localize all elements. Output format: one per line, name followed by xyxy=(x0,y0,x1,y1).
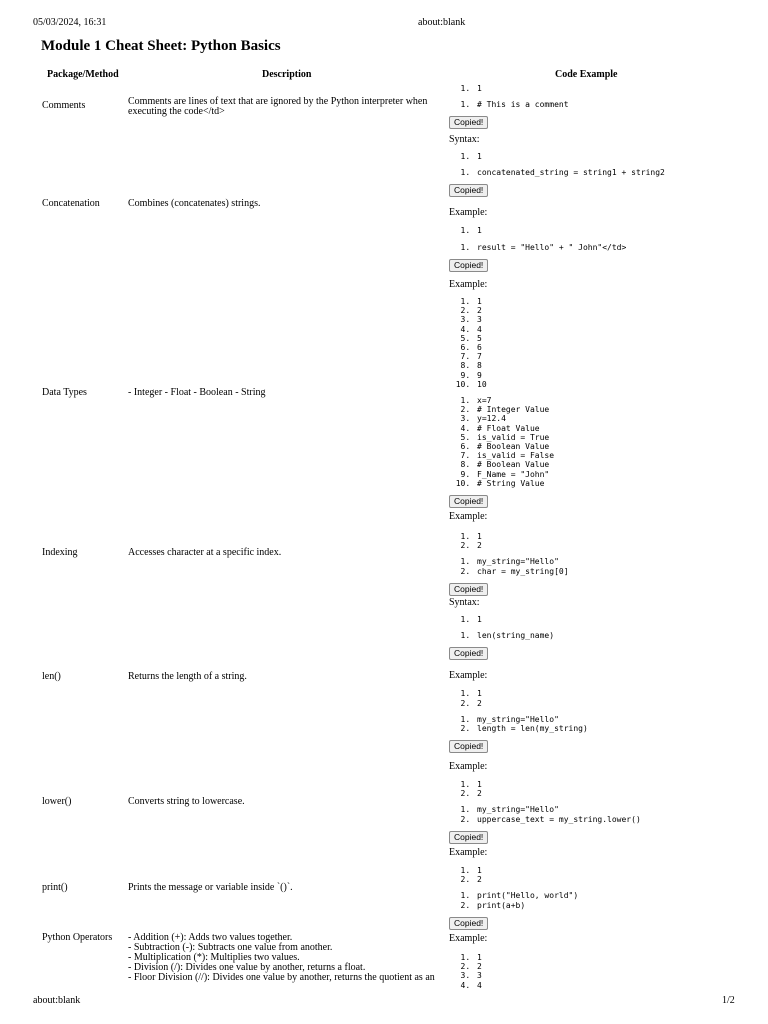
example-label: Example: xyxy=(449,511,488,522)
operator-line: - Floor Division (//): Divides one value by another, returns the quotient as an xyxy=(128,972,435,983)
page-number: 1/2 xyxy=(722,995,735,1006)
column-header-code: Code Example xyxy=(555,69,618,80)
column-header-method: Package/Method xyxy=(47,69,119,80)
page-title: Module 1 Cheat Sheet: Python Basics xyxy=(41,38,281,54)
code-lines: 1. x=7 2. # Integer Value 3. y=12.4 4. # Float Value 5. is_valid = True 6. # Boolean Value 7. is_valid = False 8. # Boolean Value 9. F_Name = "John" 10. # String Value xyxy=(449,396,749,488)
print-header-url: about:blank xyxy=(418,17,466,28)
row-name-data-types: Data Types xyxy=(42,387,87,398)
code-lines: 1. # This is a comment xyxy=(449,100,749,109)
line-numbers: 1. 1 xyxy=(449,226,749,235)
row-name-indexing: Indexing xyxy=(42,547,78,558)
copy-button[interactable]: Copied! xyxy=(449,116,488,129)
copy-button[interactable]: Copied! xyxy=(449,647,488,660)
copy-button[interactable]: Copied! xyxy=(449,740,488,753)
code-lines: 1. print("Hello, world") 2. print(a+b) xyxy=(449,891,749,909)
copy-button[interactable]: Copied! xyxy=(449,259,488,272)
row-description-concatenation: Combines (concatenates) strings. xyxy=(128,198,261,209)
line-numbers: 1. 1 2. 2 xyxy=(449,780,749,798)
code-lines: 1. my_string="Hello" 2. char = my_string[0] xyxy=(449,557,749,575)
row-name-comments: Comments xyxy=(42,100,86,111)
code-block-print xyxy=(449,847,749,930)
column-header-description: Description xyxy=(262,69,312,80)
line-numbers: 1. 1 2. 2 3. 3 4. 4 xyxy=(449,953,749,990)
operator-line: - Division (/): Divides one value by another, returns a float. xyxy=(128,962,366,973)
row-description-comments: Comments are lines of text that are ignored by the Python interpreter when executing the code</td> xyxy=(128,96,428,117)
code-lines: 1. result = "Hello" + " John"</td> xyxy=(449,243,749,252)
copy-button[interactable]: Copied! xyxy=(449,831,488,844)
syntax-label: Syntax: xyxy=(449,134,480,145)
row-description-print: Prints the message or variable inside `()`. xyxy=(128,882,293,893)
row-description-len: Returns the length of a string. xyxy=(128,671,247,682)
row-description-indexing: Accesses character at a specific index. xyxy=(128,547,282,558)
copy-button[interactable]: Copied! xyxy=(449,495,488,508)
line-numbers: 1. 1 2. 2 xyxy=(449,532,749,550)
row-description-lower: Converts string to lowercase. xyxy=(128,796,245,807)
code-block-comments xyxy=(449,84,749,129)
line-numbers: 1. 1 2. 2 xyxy=(449,866,749,884)
row-name-concatenation: Concatenation xyxy=(42,198,100,209)
code-block-python-operators xyxy=(449,933,749,990)
code-block-len xyxy=(449,597,749,753)
print-footer-url: about:blank xyxy=(33,995,81,1006)
code-lines: 1. my_string="Hello" 2. uppercase_text = my_string.lower() xyxy=(449,805,749,823)
row-description-python-operators xyxy=(128,933,440,983)
code-lines: 1. concatenated_string = string1 + string2 xyxy=(449,168,749,177)
code-block-lower xyxy=(449,761,749,844)
syntax-label: Syntax: xyxy=(449,597,480,608)
row-description-data-types: - Integer - Float - Boolean - String xyxy=(128,387,266,398)
line-numbers: 1. 1 2. 2 xyxy=(449,689,749,707)
line-numbers: 1. 1 xyxy=(449,84,749,93)
row-name-lower: lower() xyxy=(42,796,72,807)
print-datetime: 05/03/2024, 16:31 xyxy=(33,17,107,28)
code-block-concatenation xyxy=(449,134,749,272)
operator-line: - Addition (+): Adds two values together. xyxy=(128,932,293,943)
code-block-indexing xyxy=(449,511,749,596)
example-label: Example: xyxy=(449,670,488,682)
example-label: Example: xyxy=(449,847,488,858)
row-name-print: print() xyxy=(42,882,68,893)
example-label: Example: xyxy=(449,207,488,219)
example-label: Example: xyxy=(449,761,488,772)
line-numbers: 1. 1 2. 2 3. 3 4. 4 5. 5 6. 6 7. 7 8. 8 9. 9 10. 10 xyxy=(449,297,749,389)
operator-line: - Subtraction (-): Subtracts one value from another. xyxy=(128,942,333,953)
copy-button[interactable]: Copied! xyxy=(449,184,488,197)
copy-button[interactable]: Copied! xyxy=(449,583,488,596)
row-name-python-operators: Python Operators xyxy=(42,932,113,943)
copy-button[interactable]: Copied! xyxy=(449,917,488,930)
line-numbers: 1. 1 xyxy=(449,152,749,161)
code-lines: 1. my_string="Hello" 2. length = len(my_string) xyxy=(449,715,749,733)
line-numbers: 1. 1 xyxy=(449,615,749,624)
code-lines: 1. len(string_name) xyxy=(449,631,749,640)
operator-line: - Multiplication (*): Multiplies two values. xyxy=(128,952,300,963)
example-label: Example: xyxy=(449,933,488,944)
row-name-len: len() xyxy=(42,671,61,682)
code-block-data-types xyxy=(449,279,749,508)
example-label: Example: xyxy=(449,279,488,290)
